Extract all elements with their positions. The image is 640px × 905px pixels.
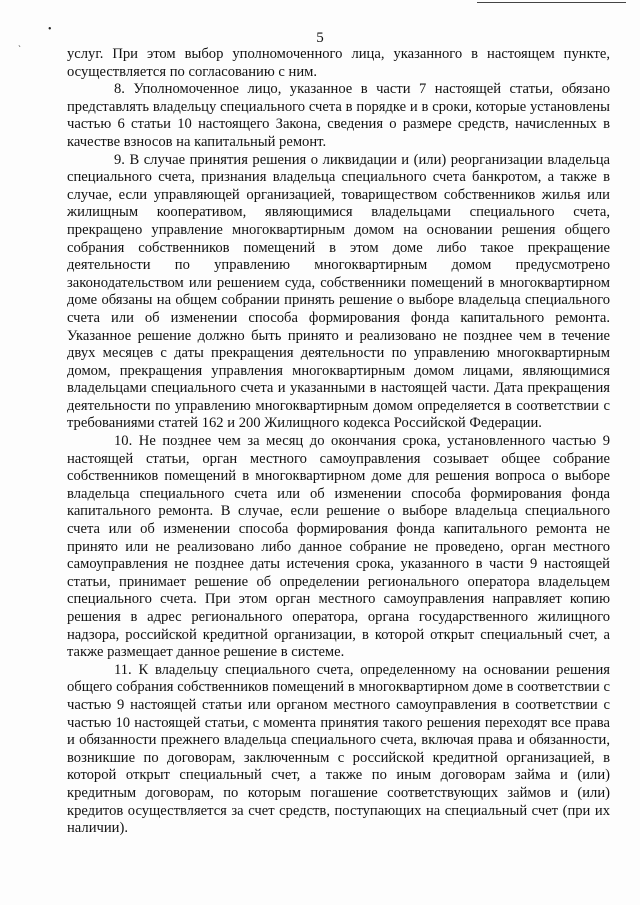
paragraph-continuation: услуг. При этом выбор уполномоченного лица, указанного в настоящем пункте, осуществляется по согласованию с ним. <box>67 46 610 80</box>
paragraph-9: 9. В случае принятия решения о ликвидации и (или) реорганизации владельца специального счета, признания владельца специального счета банкротом, а также в случае, если управляющей организацией, товариществом собственников жилья или жилищным кооперативом, являющимися владельцами специального счета, прекращено управление многоквартирным домом на основании решения общего собрания собственников помещений в этом доме либо такое прекращение деятельности по управлению многоквартирным домом предусмотрено законодательством или решением суда, собственники помещений в многоквартирном доме обязаны на общем собрании принять решение о выборе владельца специального счета или об изменении способа формирования фонда капитального ремонта. Указанное решение должно быть принято и реализовано не позднее чем в течение двух месяцев с даты прекращения деятельности по управлению многоквартирным домом, прекращения управления многоквартирным домом лицами, являющимися владельцами специального счета и указанными в настоящей части. Дата прекращения деятельности по управлению многоквартирным домом определяется в соответствии с требованиями статей 162 и 200 Жилищного кодекса Российской Федерации. <box>67 151 610 432</box>
scan-edge-line-short <box>602 2 626 3</box>
paragraph-8: 8. Уполномоченное лицо, указанное в части 7 настоящей статьи, обязано представлять владельцу специального счета в порядке и в сроки, которые установлены частью 6 статьи 10 настоящего Закона, сведения о размере средств, начисленных в качестве взносов на капитальный ремонт. <box>67 81 610 150</box>
scan-dot-mark: • <box>48 24 52 35</box>
paragraph-11: 11. К владельцу специального счета, определенному на основании решения общего собрания собственников помещений в многоквартирном доме в соответствии с частью 9 настоящей статьи или органом местного самоуправления в соответствии с частью 10 настоящей статьи, с момента принятия такого решения переходят все права и обязанности прежнего владельца специального счета, включая права и обязанности, возникшие по договорам, заключенным с российской кредитной организацией, в которой открыт специальный счет, а также по иным договорам займа и (или) кредитным договорам, по которым погашение соответствующих займов и (или) кредитов осуществляется за счет средств, поступающих на специальный счет (при их наличии). <box>67 661 610 837</box>
paragraph-10: 10. Не позднее чем за месяц до окончания срока, установленного частью 9 настоящей статьи, орган местного самоуправления созывает общее собрание собственников помещений в многоквартирном доме для решения вопроса о выборе владельца специального счета или об изменении способа формирования фонда капитального ремонта. В случае, если решение о выборе владельца специального счета или об изменении способа формирования фонда капитального ремонта не принято или не реализовано либо данное собрание не проведено, орган местного самоуправления не позднее даты истечения срока, указанного в части 9 настоящей статьи, принимает решение об определении регионального оператора владельцем специального счета. При этом орган местного самоуправления направляет копию решения в адрес регионального оператора, органа государственного жилищного надзора, российской кредитной организации, в которой открыт специальный счет, а также размещает данное решение в системе. <box>67 433 610 661</box>
page-number: 5 <box>316 30 324 46</box>
scan-tick-mark: ` <box>18 44 21 54</box>
scan-edge-line <box>477 2 622 3</box>
document-body <box>67 46 610 838</box>
